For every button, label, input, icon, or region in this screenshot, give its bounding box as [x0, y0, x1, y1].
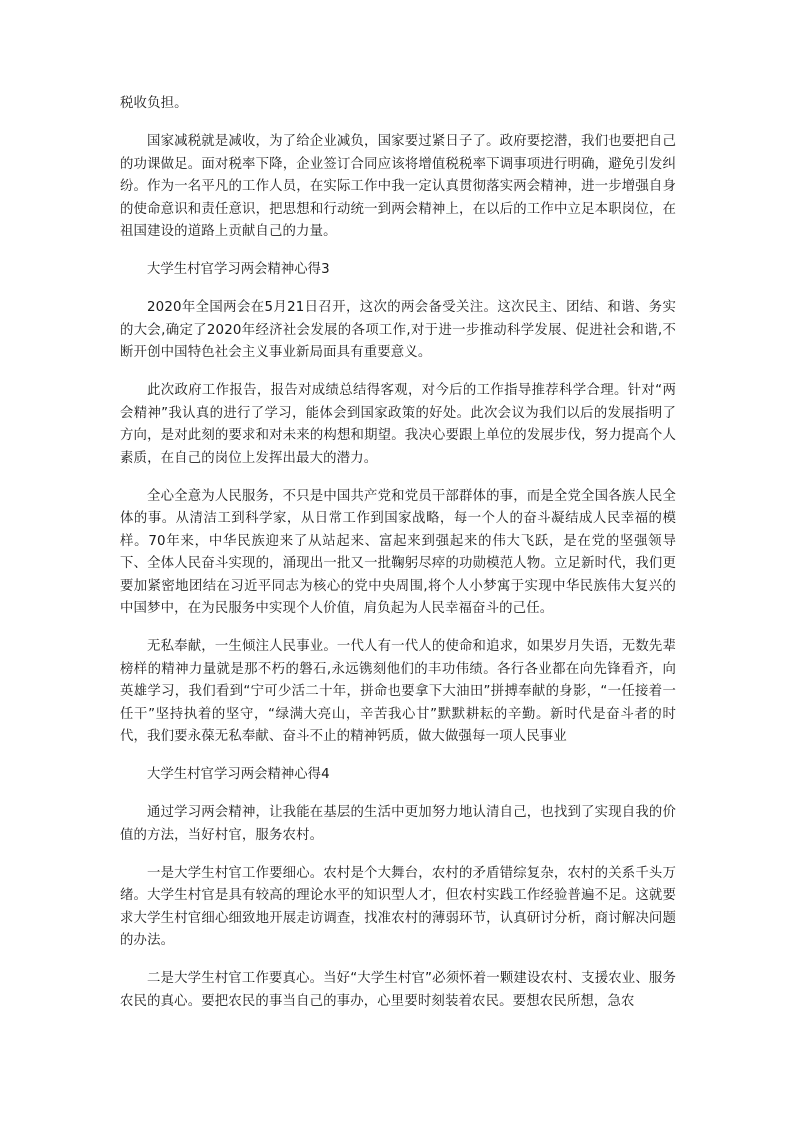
- section-heading-3: 大学生村官学习两会精神心得3: [147, 262, 330, 277]
- section-heading-4: 大学生村官学习两会精神心得4: [147, 767, 330, 782]
- paragraph-6: 无私奉献，一生倾注人民事业。一代人有一代人的使命和追求，如果岁月失语，无数先辈榜样的精神力量就是那不朽的磐石,永远镌刻他们的丰功伟绩。各行各业都在向先锋看齐，向英雄学习，我们看到“宁可少活二十年，拼命也要拿下大油田”拼搏奉献的身影，“一任接着一任干”坚持执着的坚守，“绿满大亮山，辛苦我心甘”默默耕耘的辛勤。新时代是奋斗者的时代，我们要永葆无私奉献、奋斗不止的精神钙质，做大做强每一项人民事业: [120, 639, 676, 744]
- paragraph-3: 2020年全国两会在5月21日召开，这次的两会备受关注。这次民主、团结、和谐、务实的大会,确定了2020年经济社会发展的各项工作,对于进一步推动科学发展、促进社会和谐,不断开创中国特色社会主义事业新局面具有重要意义。: [120, 300, 676, 360]
- paragraph-8: 一是大学生村官工作要细心。农村是个大舞台，农村的矛盾错综复杂，农村的关系千头万绪。大学生村官是具有较高的理论水平的知识型人才，但农村实践工作经验普遍不足。这就要求大学生村官细心细致地开展走访调查，找准农村的薄弱环节，认真研讨分析，商讨解决问题的办法。: [120, 865, 676, 948]
- paragraph-1: 税收负担。: [120, 96, 188, 111]
- document-page: [120, 93, 676, 1013]
- paragraph-7: 通过学习两会精神，让我能在基层的生活中更加努力地认清自己，也找到了实现自我的价值的方法，当好村官，服务农村。: [120, 805, 676, 843]
- paragraph-9: 二是大学生村官工作要真心。当好“大学生村官”必须怀着一颗建设农村、支援农业、服务农民的真心。要把农民的事当自己的事办，心里要时刻装着农民。要想农民所想，急农: [120, 971, 676, 1009]
- paragraph-5: 全心全意为人民服务，不只是中国共产党和党员干部群体的事，而是全党全国各族人民全体的事。从清洁工到科学家，从日常工作到国家战略，每一个人的奋斗凝结成人民幸福的模样。70年来，中华民族迎来了从站起来、富起来到强起来的伟大飞跃，是在党的坚强领导下、全体人民奋斗实现的，涌现出一批又一批鞠躬尽瘁的功勋模范人物。立足新时代，我们更要加紧密地团结在习近平同志为核心的党中央周围,将个人小梦寓于实现中华民族伟大复兴的中国梦中，在为民服务中实现个人价值，肩负起为人民幸福奋斗的己任。: [120, 488, 676, 616]
- paragraph-4: 此次政府工作报告，报告对成绩总结得客观，对今后的工作指导推荐科学合理。针对“两会精神”我认真的进行了学习，能体会到国家政策的好处。此次会议为我们以后的发展指明了方向，是对此刻的要求和对未来的构想和期望。我决心要跟上单位的发展步伐，努力提高个人素质，在自己的岗位上发挥出最大的潜力。: [120, 383, 676, 466]
- paragraph-2: 国家减税就是减收，为了给企业减负，国家要过紧日子了。政府要挖潜，我们也要把自己的功课做足。面对税率下降，企业签订合同应该将增值税税率下调事项进行明确，避免引发纠纷。作为一名平凡的工作人员，在实际工作中我一定认真贯彻落实两会精神，进一步增强自身的使命意识和责任意识，把思想和行动统一到两会精神上，在以后的工作中立足本职岗位，在祖国建设的道路上贡献自己的力量。: [120, 134, 676, 239]
